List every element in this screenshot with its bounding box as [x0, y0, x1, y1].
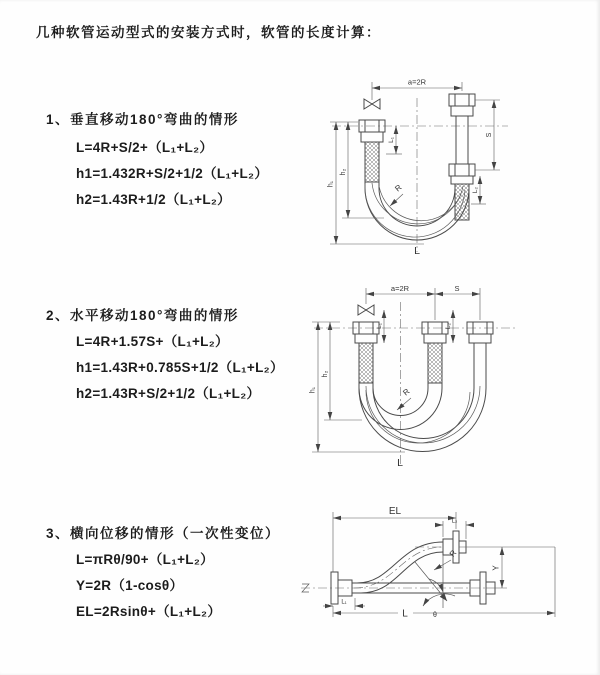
dim-label-radius: R	[401, 386, 412, 398]
dim-label-length: L	[414, 245, 420, 257]
section-1-heading: 1、垂直移动180°弯曲的情形	[46, 112, 239, 127]
section-2-heading: 2、水平移动180°弯曲的情形	[46, 308, 239, 323]
hose-s-curve	[354, 542, 443, 593]
radius-leader	[397, 398, 411, 410]
dim-label-length: L	[397, 457, 403, 469]
radius-leader	[390, 194, 403, 206]
dim-label-a2r: a=2R	[390, 284, 410, 293]
dim-label-h2: h₂	[340, 168, 347, 176]
section-3-heading: 3、横向位移的情形（一次性变位）	[46, 526, 281, 541]
diagram-lateral-displacement	[295, 498, 595, 663]
middle-pipe-fitting	[422, 322, 448, 383]
right-pipe-fitting	[467, 322, 493, 378]
dim-label-s: S	[486, 132, 493, 138]
section-2-formula-h1: h1=1.43R+0.785S+1/2（L₁+L₂）	[76, 360, 284, 375]
dim-label-l2: L₂	[451, 518, 458, 525]
section-3-formula-L: L=πRθ/90+（L₁+L₂）	[76, 552, 214, 567]
dim-label-l1: L₁	[388, 137, 395, 143]
dimension-h2	[324, 322, 362, 420]
page-title: 几种软管运动型式的安装方式时，软管的长度计算：	[36, 25, 381, 40]
section-1-formula-L: L=4R+S/2+（L₁+L₂）	[76, 140, 214, 155]
diagram-vertical-180-bend	[312, 74, 522, 260]
dimension-y	[459, 547, 555, 617]
dim-label-h2: h₂	[322, 370, 329, 378]
left-pipe-fitting	[359, 120, 385, 182]
dim-label-a2r: a=2R	[407, 77, 427, 87]
dim-label-h1: h₁	[327, 180, 335, 188]
radius-leader	[434, 560, 451, 570]
angle-construction	[415, 555, 455, 608]
valve-icon	[364, 99, 380, 109]
dim-label-l2: L₂	[472, 186, 479, 194]
dimension-a2r	[366, 288, 480, 320]
dim-label-l1: L₁	[341, 599, 347, 606]
dim-label-y: Y	[491, 565, 501, 571]
dim-label-l2: L₂	[445, 322, 452, 330]
dim-label-theta: θ	[433, 612, 437, 619]
section-2-formula-L: L=4R+1.57S+（L₁+L₂）	[76, 334, 229, 349]
dim-label-radius: R	[447, 548, 459, 559]
hose-u-bends	[359, 378, 486, 452]
section-1-formula-h1: h1=1.432R+S/2+1/2（L₁+L₂）	[76, 166, 269, 181]
dim-label-s: S	[454, 284, 460, 293]
dim-label-l1: L₁	[376, 323, 383, 329]
dim-label-radius: R	[393, 182, 404, 194]
dimension-l	[333, 606, 555, 617]
dim-label-el: EL	[388, 506, 402, 517]
section-3-formula-Y: Y=2R（1-cosθ）	[76, 578, 184, 593]
section-2-formula-h2: h2=1.43R+S/2+1/2（L₁+L₂）	[76, 386, 261, 401]
section-1-formula-h2: h2=1.43R+1/2（L₁+L₂）	[76, 192, 231, 207]
left-pipe-fitting	[353, 322, 379, 383]
dim-label-h1: h₁	[309, 386, 317, 394]
valve-icon	[358, 305, 374, 315]
dim-label-length: L	[402, 608, 408, 620]
diagram-horizontal-180-bend	[300, 282, 530, 472]
section-3-formula-EL: EL=2Rsinθ+（L₁+L₂）	[76, 604, 222, 619]
